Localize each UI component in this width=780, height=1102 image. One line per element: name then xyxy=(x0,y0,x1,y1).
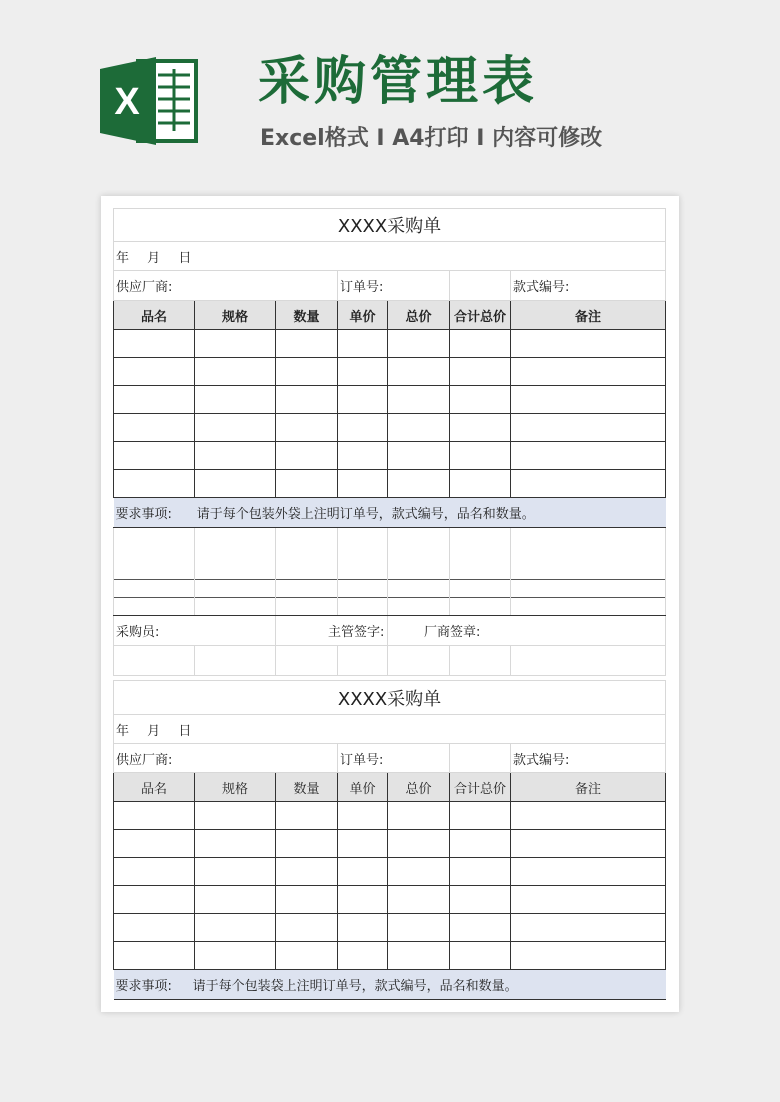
table-cell[interactable] xyxy=(388,556,450,580)
table-cell[interactable] xyxy=(338,802,388,830)
table-cell[interactable] xyxy=(195,858,276,886)
table-cell[interactable] xyxy=(450,580,511,598)
table-cell[interactable] xyxy=(450,330,511,358)
table-cell[interactable] xyxy=(276,858,338,886)
table-cell[interactable] xyxy=(450,386,511,414)
table-cell[interactable] xyxy=(450,858,511,886)
table-cell[interactable] xyxy=(511,470,666,498)
table-cell[interactable] xyxy=(276,942,338,970)
table-cell[interactable] xyxy=(195,470,276,498)
table-cell[interactable] xyxy=(511,858,666,886)
style-no-field[interactable] xyxy=(511,271,666,301)
table-cell[interactable] xyxy=(276,886,338,914)
table-cell[interactable] xyxy=(388,830,450,858)
table-cell[interactable] xyxy=(388,414,450,442)
manager-sign-field[interactable] xyxy=(276,616,388,646)
year-label: 年 xyxy=(116,723,130,739)
table-cell[interactable] xyxy=(388,802,450,830)
style-no-label: 款式编号: xyxy=(513,280,570,295)
table-cell[interactable] xyxy=(114,914,195,942)
table-cell[interactable] xyxy=(276,914,338,942)
col-header-unit-price: 单价 xyxy=(338,301,388,330)
table-cell[interactable] xyxy=(195,886,276,914)
table-cell[interactable] xyxy=(511,914,666,942)
table-row xyxy=(114,414,666,442)
supplier-field[interactable] xyxy=(114,271,338,301)
table-cell[interactable] xyxy=(338,942,388,970)
table-row xyxy=(114,358,666,386)
buyer-label: 采购员: xyxy=(116,625,160,640)
table-cell[interactable] xyxy=(450,442,511,470)
table-cell[interactable] xyxy=(276,646,338,676)
table-cell[interactable] xyxy=(338,580,388,598)
table-cell[interactable] xyxy=(338,858,388,886)
supplier-field[interactable] xyxy=(114,744,338,773)
table-row xyxy=(114,386,666,414)
table-row xyxy=(114,858,666,886)
table-cell[interactable] xyxy=(511,330,666,358)
table-cell[interactable] xyxy=(195,414,276,442)
table-cell[interactable] xyxy=(388,580,450,598)
table-row xyxy=(114,330,666,358)
form-title: XXXX采购单 xyxy=(114,209,666,242)
table-cell[interactable] xyxy=(338,914,388,942)
table-cell[interactable] xyxy=(114,442,195,470)
col-header-unit-price: 单价 xyxy=(338,773,388,802)
note-row xyxy=(114,556,666,580)
requirements-row[interactable] xyxy=(114,498,666,528)
table-cell[interactable] xyxy=(276,442,338,470)
purchase-order-form-1 xyxy=(113,208,665,676)
table-cell[interactable] xyxy=(450,556,511,580)
order-no-value[interactable] xyxy=(450,271,511,301)
col-header-total-price: 总价 xyxy=(388,773,450,802)
table-cell[interactable] xyxy=(338,528,388,556)
page-subtitle: Excel格式 I A4打印 I 内容可修改 xyxy=(260,126,603,151)
order-no-label: 订单号: xyxy=(340,280,384,295)
note-row xyxy=(114,580,666,598)
style-no-field[interactable] xyxy=(511,744,666,773)
table-cell[interactable] xyxy=(195,646,276,676)
table-cell[interactable] xyxy=(114,386,195,414)
table-row xyxy=(114,830,666,858)
blank-row xyxy=(114,646,666,676)
table-cell[interactable] xyxy=(195,942,276,970)
table-cell[interactable] xyxy=(195,914,276,942)
table-cell[interactable] xyxy=(450,886,511,914)
supplier-label: 供应厂商: xyxy=(116,280,173,295)
table-cell[interactable] xyxy=(338,358,388,386)
col-header-name: 品名 xyxy=(114,773,195,802)
table-cell[interactable] xyxy=(388,914,450,942)
table-cell[interactable] xyxy=(388,942,450,970)
style-no-label: 款式编号: xyxy=(513,752,570,768)
col-header-remarks: 备注 xyxy=(511,301,666,330)
table-cell[interactable] xyxy=(511,358,666,386)
table-cell[interactable] xyxy=(450,830,511,858)
table-cell[interactable] xyxy=(450,942,511,970)
table-cell[interactable] xyxy=(450,914,511,942)
col-header-grand-total: 合计总价 xyxy=(450,773,511,802)
table-cell[interactable] xyxy=(388,858,450,886)
table-cell[interactable] xyxy=(338,886,388,914)
table-cell[interactable] xyxy=(114,886,195,914)
svg-text:X: X xyxy=(114,81,140,123)
table-cell[interactable] xyxy=(276,330,338,358)
table-cell[interactable] xyxy=(114,830,195,858)
table-cell[interactable] xyxy=(388,330,450,358)
table-row xyxy=(114,942,666,970)
table-cell[interactable] xyxy=(114,580,195,598)
table-cell[interactable] xyxy=(450,598,511,616)
table-cell[interactable] xyxy=(276,470,338,498)
table-cell[interactable] xyxy=(114,646,195,676)
order-no-label: 订单号: xyxy=(340,752,384,768)
table-cell[interactable] xyxy=(450,528,511,556)
table-cell[interactable] xyxy=(195,802,276,830)
order-no-field[interactable] xyxy=(338,271,450,301)
table-cell[interactable] xyxy=(114,942,195,970)
table-row xyxy=(114,802,666,830)
table-cell[interactable] xyxy=(511,646,666,676)
vendor-seal-label: 厂商签章: xyxy=(424,625,481,640)
table-cell[interactable] xyxy=(450,358,511,386)
table-row xyxy=(114,442,666,470)
note-row xyxy=(114,528,666,556)
table-cell[interactable] xyxy=(195,358,276,386)
table-cell[interactable] xyxy=(276,598,338,616)
col-header-remarks: 备注 xyxy=(511,773,666,802)
table-cell[interactable] xyxy=(114,802,195,830)
table-cell[interactable] xyxy=(195,830,276,858)
table-cell[interactable] xyxy=(114,528,195,556)
col-header-name: 品名 xyxy=(114,301,195,330)
table-cell[interactable] xyxy=(511,414,666,442)
table-cell[interactable] xyxy=(276,830,338,858)
table-cell[interactable] xyxy=(511,580,666,598)
table-cell[interactable] xyxy=(511,386,666,414)
requirements-text: 请于每个包装外袋上注明订单号，款式编号，品名和数量。 xyxy=(196,507,535,522)
table-cell[interactable] xyxy=(388,358,450,386)
table-cell[interactable] xyxy=(114,470,195,498)
table-cell[interactable] xyxy=(450,802,511,830)
form-title: XXXX采购单 xyxy=(114,681,666,715)
table-cell[interactable] xyxy=(195,386,276,414)
table-cell[interactable] xyxy=(114,598,195,616)
table-cell[interactable] xyxy=(195,442,276,470)
table-cell[interactable] xyxy=(450,470,511,498)
table-cell[interactable] xyxy=(338,330,388,358)
table-cell[interactable] xyxy=(511,802,666,830)
col-header-spec: 规格 xyxy=(195,773,276,802)
buyer-field[interactable] xyxy=(114,616,276,646)
month-label: 月 xyxy=(147,250,161,266)
table-cell[interactable] xyxy=(511,942,666,970)
order-no-field[interactable] xyxy=(338,744,450,773)
year-label: 年 xyxy=(116,250,130,266)
spreadsheet-page xyxy=(101,196,679,1012)
table-cell[interactable] xyxy=(388,598,450,616)
table-cell[interactable] xyxy=(114,358,195,386)
month-label: 月 xyxy=(147,723,161,739)
date-line[interactable] xyxy=(114,715,666,744)
col-header-quantity: 数量 xyxy=(276,301,338,330)
table-row xyxy=(114,470,666,498)
order-no-value[interactable] xyxy=(450,744,511,773)
table-cell[interactable] xyxy=(276,358,338,386)
table-cell[interactable] xyxy=(114,330,195,358)
purchase-order-form-2 xyxy=(113,680,665,1000)
table-row xyxy=(114,914,666,942)
table-cell[interactable] xyxy=(195,330,276,358)
table-cell[interactable] xyxy=(338,442,388,470)
table-cell[interactable] xyxy=(388,646,450,676)
table-cell[interactable] xyxy=(114,858,195,886)
col-header-quantity: 数量 xyxy=(276,773,338,802)
table-cell[interactable] xyxy=(276,580,338,598)
table-cell[interactable] xyxy=(388,470,450,498)
table-cell[interactable] xyxy=(338,830,388,858)
table-cell[interactable] xyxy=(450,646,511,676)
page-title: 采购管理表 xyxy=(258,52,539,112)
requirements-text: 请于每个包装袋上注明订单号，款式编号，品名和数量。 xyxy=(192,979,518,994)
table-cell[interactable] xyxy=(388,886,450,914)
col-header-spec: 规格 xyxy=(195,301,276,330)
table-cell[interactable] xyxy=(511,442,666,470)
supplier-label: 供应厂商: xyxy=(116,752,173,768)
vendor-seal-field[interactable] xyxy=(388,616,666,646)
requirements-row[interactable] xyxy=(114,970,666,1000)
table-cell[interactable] xyxy=(338,646,388,676)
excel-icon xyxy=(100,55,200,147)
table-cell[interactable] xyxy=(511,830,666,858)
table-cell[interactable] xyxy=(114,556,195,580)
table-cell[interactable] xyxy=(276,802,338,830)
requirements-label: 要求事项: xyxy=(115,979,172,994)
table-cell[interactable] xyxy=(195,598,276,616)
manager-sign-label: 主管签字: xyxy=(328,625,385,640)
table-cell[interactable] xyxy=(338,386,388,414)
table-cell[interactable] xyxy=(276,528,338,556)
day-label: 日 xyxy=(178,723,192,739)
table-cell[interactable] xyxy=(276,556,338,580)
page-header xyxy=(0,0,780,200)
col-header-total-price: 总价 xyxy=(388,301,450,330)
col-header-grand-total: 合计总价 xyxy=(450,301,511,330)
table-cell[interactable] xyxy=(388,386,450,414)
requirements-label: 要求事项: xyxy=(115,507,172,522)
table-cell[interactable] xyxy=(338,556,388,580)
table-row xyxy=(114,886,666,914)
table-cell[interactable] xyxy=(511,886,666,914)
table-cell[interactable] xyxy=(338,414,388,442)
note-row xyxy=(114,598,666,616)
table-cell[interactable] xyxy=(195,556,276,580)
table-cell[interactable] xyxy=(114,414,195,442)
table-cell[interactable] xyxy=(276,386,338,414)
table-cell[interactable] xyxy=(388,528,450,556)
table-cell[interactable] xyxy=(338,598,388,616)
day-label: 日 xyxy=(178,250,192,266)
table-cell[interactable] xyxy=(195,528,276,556)
table-cell[interactable] xyxy=(388,442,450,470)
table-cell[interactable] xyxy=(511,528,666,556)
table-cell[interactable] xyxy=(276,414,338,442)
table-cell[interactable] xyxy=(195,580,276,598)
table-cell[interactable] xyxy=(338,470,388,498)
table-cell[interactable] xyxy=(450,414,511,442)
table-cell[interactable] xyxy=(511,598,666,616)
date-line[interactable] xyxy=(114,242,666,271)
table-cell[interactable] xyxy=(511,556,666,580)
